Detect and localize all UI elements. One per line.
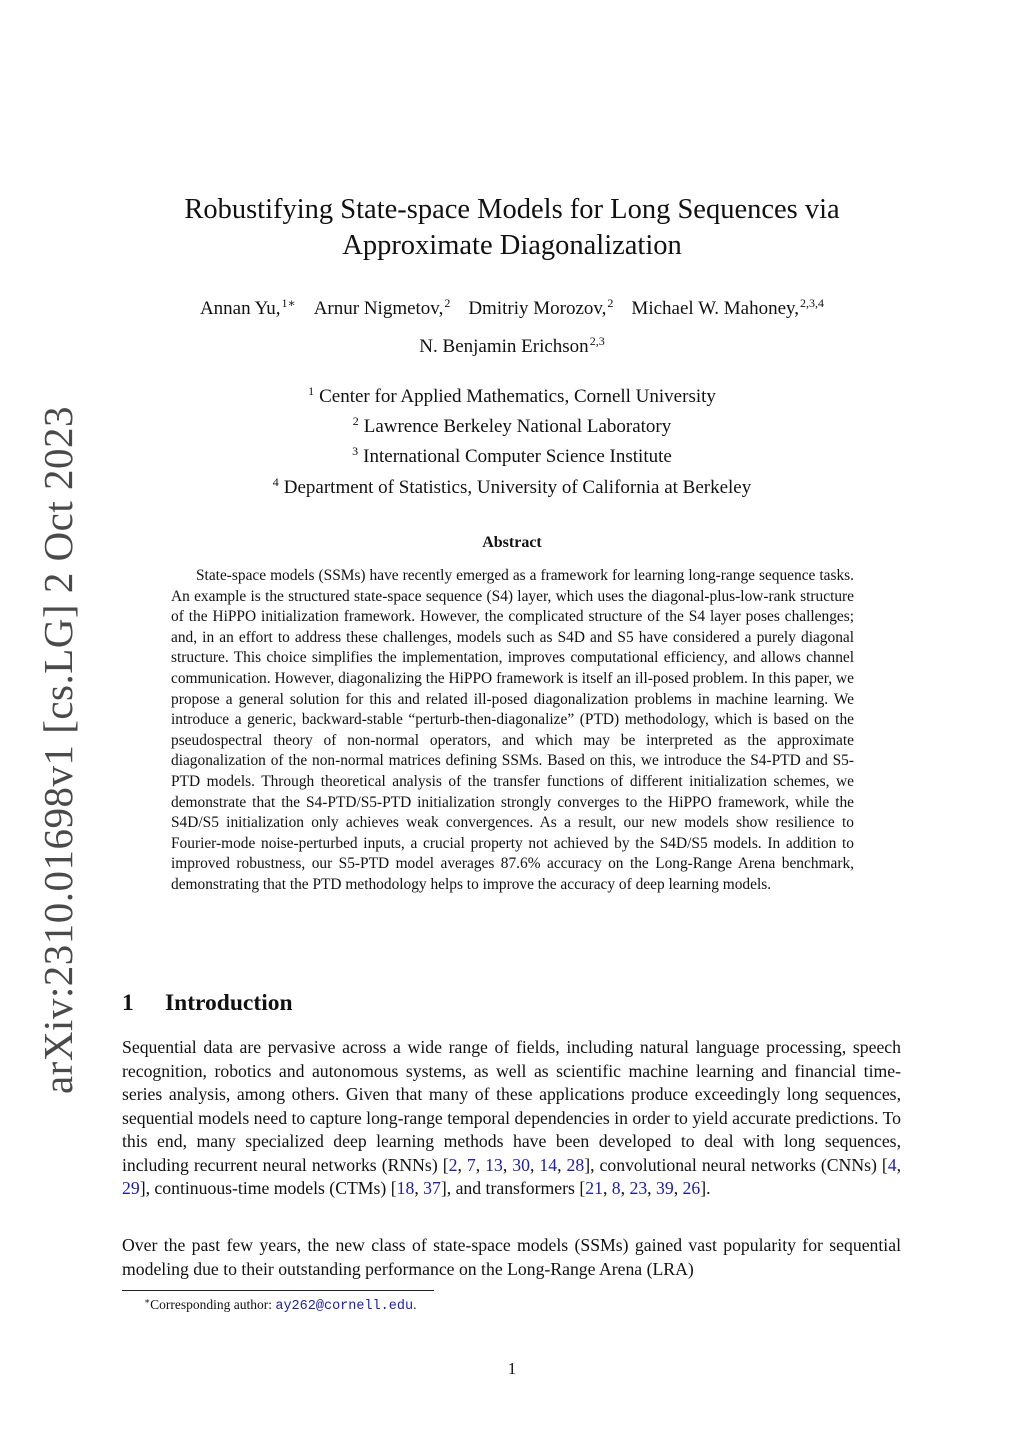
paragraph-text: ].	[700, 1178, 711, 1198]
section-heading-introduction	[122, 990, 293, 1017]
affiliation-number: 4	[272, 474, 279, 489]
author-affiliation-marker: 2,3	[589, 334, 605, 348]
citation-link[interactable]: 8	[611, 1178, 621, 1198]
paragraph-text: Sequential data are pervasive across a wide range of fields, including natural language processing, speech recognition, robotics and autonomous systems, as well as scientific machine learning and financial time-series analysis, among others. Given that many of these applications produce exceedingly long sequences, sequential models need to capture long-range temporal dependencies in order to yield accurate predictions. To this end, many specialized deep learning methods have been developed to deal with long sequences, including recurrent neural networks (RNNs) [	[122, 1037, 901, 1175]
citation-link[interactable]: 28	[566, 1154, 585, 1175]
affiliation	[0, 409, 1024, 439]
section-title: Introduction	[165, 990, 293, 1016]
title-line-2: Approximate Diagonalization	[342, 230, 682, 261]
citation-link[interactable]: 4	[887, 1154, 897, 1175]
affiliation-text: International Computer Science Institute	[363, 446, 672, 468]
affiliation-number: 3	[352, 444, 359, 459]
author-list	[0, 287, 1024, 363]
title-line-1: Robustifying State-space Models for Long Sequences via	[184, 194, 840, 225]
citation-link[interactable]: 2	[448, 1154, 458, 1175]
author	[468, 287, 613, 325]
email-link[interactable]: ay262@cornell.edu	[275, 1299, 414, 1314]
author-affiliation-marker: 2	[607, 296, 614, 310]
citation-link[interactable]: 39	[656, 1178, 674, 1198]
abstract-heading: Abstract	[482, 534, 542, 551]
author-row-2	[0, 325, 1024, 363]
affiliation-text: Center for Applied Mathematics, Cornell University	[319, 386, 716, 407]
citation-link[interactable]: 7	[466, 1154, 476, 1175]
arxiv-identifier-stamp: arXiv:2310.01698v1 [cs.LG] 2 Oct 2023	[35, 405, 81, 1095]
paragraph-text: ], and transformers [	[440, 1178, 586, 1198]
author-name: Dmitriy Morozov,	[468, 298, 607, 319]
footnote-corresponding-author	[144, 1296, 416, 1314]
footnote-end: .	[413, 1297, 417, 1312]
section-number: 1	[122, 990, 134, 1016]
paper-title	[0, 192, 1024, 264]
affiliation	[0, 379, 1024, 409]
intro-paragraph-2: Over the past few years, the new class of state-space models (SSMs) gained vast popularity for sequential modeling due to their outstanding performance on the Long-Range Arena (LRA)	[122, 1235, 901, 1279]
footnote-divider	[122, 1290, 434, 1291]
author-affiliation-marker: 1∗	[281, 296, 296, 310]
affiliation-text: Department of Statistics, University of California at Berkeley	[283, 476, 752, 498]
citation-link[interactable]: 23	[629, 1178, 648, 1198]
page-number: 1	[507, 1359, 517, 1378]
citation-link[interactable]: 30	[512, 1154, 530, 1175]
abstract-text: State-space models (SSMs) have recently emerged as a framework for learning long-range sequence tasks. An example is the structured state-space sequence (S4) layer, which uses the diagonal-plus-low-rank structure of the HiPPO initialization framework. However, the complicated structure of the S4 layer poses challenges; and, in an effort to address these challenges, models such as S4D and S5 have considered a purely diagonal structure. This choice simplifies the implementation, improves computational efficiency, and allows channel communication. However, diagonalizing the HiPPO framework is itself an ill-posed problem. In this paper, we propose a general solution for this and related ill-posed diagonalization problems in machine learning. We introduce a generic, backward-stable “perturb-then-diagonalize” (PTD) methodology, which is based on the pseudospectral theory of non-normal operators, and which may be interpreted as the approximate diagonalization of the non-normal matrices defining SSMs. Based on this, we introduce the S4-PTD and S5-PTD models. Through theoretical analysis of the transfer functions of different initialization schemes, we demonstrate that the S4-PTD/S5-PTD initialization strongly converges to the HiPPO framework, while the S4D/S5 initialization only achieves weak convergences. As a result, our new models show resilience to Fourier-mode noise-perturbed inputs, a crucial property not achieved by the S4D/S5 models. In addition to improved robustness, our S5-PTD model averages 87.6% accuracy on the Long-Range Arena benchmark, demonstrating that the PTD methodology helps to improve the accuracy of deep learning models.	[171, 567, 854, 893]
affiliation	[0, 470, 1024, 500]
citation-link[interactable]: 29	[122, 1178, 140, 1198]
author	[631, 287, 824, 325]
intro-paragraph-1: Sequential data are pervasive across a wide range of fields, including natural language processing, speech recognition, robotics and autonomous systems, as well as scientific machine learning and financial time-series analysis, among others. Given that many of these applications produce exceedingly long sequences, sequential models need to capture long-range temporal dependencies in order to yield accurate predictions. To this end, many specialized deep learning methods have been developed to deal with long sequences, including recurrent neural networks (RNNs) [2, 7, 13, 30, 14, 28], convolutional neural networks (CNNs) [4, 29], continuous-time models (CTMs) [18, 37], and transformers [21, 8, 23, 39, 26].	[122, 1037, 902, 1198]
citation-link[interactable]: 21	[585, 1178, 603, 1198]
paragraph-text: ], convolutional neural networks (CNNs) [	[584, 1154, 888, 1175]
citation-link[interactable]: 14	[539, 1154, 558, 1175]
affiliation-number: 2	[352, 414, 359, 429]
footnote-marker: ∗	[144, 1296, 151, 1306]
affiliation-text: Lawrence Berkeley National Laboratory	[363, 416, 672, 438]
author-name: N. Benjamin Erichson	[419, 336, 589, 357]
affiliation-list	[0, 379, 1024, 500]
affiliation	[0, 439, 1024, 469]
author-name: Annan Yu,	[199, 298, 281, 319]
author-row-1	[0, 287, 1024, 325]
citation-link[interactable]: 37	[423, 1178, 441, 1198]
author-name: Michael W. Mahoney,	[631, 298, 800, 319]
paragraph-text: ], continuous-time models (CTMs) [	[139, 1178, 397, 1198]
author-affiliation-marker: 2,3,4	[800, 296, 825, 310]
author-affiliation-marker: 2	[444, 296, 451, 310]
author	[314, 287, 451, 325]
author	[200, 287, 296, 325]
citation-link[interactable]: 26	[682, 1178, 701, 1198]
footnote-label: Corresponding author:	[150, 1297, 276, 1312]
citation-link[interactable]: 18	[396, 1178, 415, 1198]
affiliation-number: 1	[308, 384, 315, 398]
author	[419, 325, 604, 363]
citation-link[interactable]: 13	[485, 1154, 503, 1175]
author-name: Arnur Nigmetov,	[313, 298, 444, 319]
